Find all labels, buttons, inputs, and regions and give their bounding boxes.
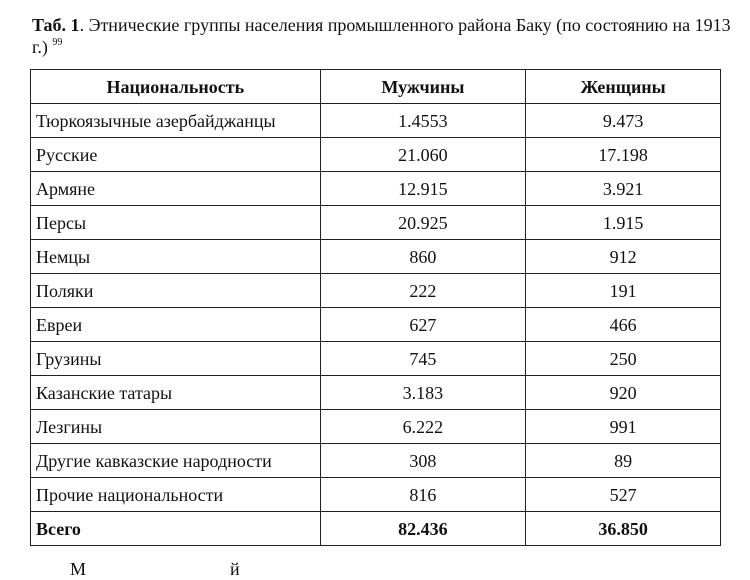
cell-women: 991 bbox=[526, 410, 721, 444]
cell-nationality: Лезгины bbox=[31, 410, 321, 444]
cut-off-text-line: М й bbox=[70, 559, 240, 579]
cell-men: 860 bbox=[320, 240, 526, 274]
cell-nationality: Тюркоязычные азербайджанцы bbox=[31, 104, 321, 138]
table-row bbox=[31, 206, 721, 240]
table-row bbox=[31, 376, 721, 410]
cell-nationality: Евреи bbox=[31, 308, 321, 342]
cell-women: 89 bbox=[526, 444, 721, 478]
cell-nationality: Немцы bbox=[31, 240, 321, 274]
cell-women: 17.198 bbox=[526, 138, 721, 172]
caption-text: . Этнические группы населения промышленного района Баку (по состоянию на 1913 г.) bbox=[32, 15, 731, 57]
cell-women: 466 bbox=[526, 308, 721, 342]
cell-men: 222 bbox=[320, 274, 526, 308]
cell-men: 745 bbox=[320, 342, 526, 376]
table-row bbox=[31, 444, 721, 478]
caption-label: Таб. 1 bbox=[32, 15, 80, 35]
table-caption bbox=[32, 14, 732, 58]
cell-women: 920 bbox=[526, 376, 721, 410]
table-row bbox=[31, 172, 721, 206]
cell-men: 3.183 bbox=[320, 376, 526, 410]
cell-nationality: Поляки bbox=[31, 274, 321, 308]
total-men: 82.436 bbox=[320, 512, 526, 546]
header-women: Женщины bbox=[526, 70, 721, 104]
table-row bbox=[31, 478, 721, 512]
total-women: 36.850 bbox=[526, 512, 721, 546]
table-row bbox=[31, 342, 721, 376]
table-row bbox=[31, 240, 721, 274]
table-row bbox=[31, 308, 721, 342]
cell-women: 527 bbox=[526, 478, 721, 512]
cell-nationality: Русские bbox=[31, 138, 321, 172]
cell-men: 21.060 bbox=[320, 138, 526, 172]
cell-men: 627 bbox=[320, 308, 526, 342]
cell-men: 1.4553 bbox=[320, 104, 526, 138]
cell-men: 308 bbox=[320, 444, 526, 478]
cell-nationality: Прочие национальности bbox=[31, 478, 321, 512]
cell-nationality: Другие кавказские народности bbox=[31, 444, 321, 478]
cell-women: 9.473 bbox=[526, 104, 721, 138]
header-row bbox=[31, 70, 721, 104]
footnote-marker: 99 bbox=[52, 37, 63, 48]
cell-nationality: Армяне bbox=[31, 172, 321, 206]
cell-nationality: Персы bbox=[31, 206, 321, 240]
cell-nationality: Грузины bbox=[31, 342, 321, 376]
total-row bbox=[31, 512, 721, 546]
cell-women: 3.921 bbox=[526, 172, 721, 206]
cell-men: 6.222 bbox=[320, 410, 526, 444]
cell-women: 191 bbox=[526, 274, 721, 308]
cell-nationality: Казанские татары bbox=[31, 376, 321, 410]
cell-men: 816 bbox=[320, 478, 526, 512]
ethnic-groups-table bbox=[30, 69, 721, 546]
table-row bbox=[31, 138, 721, 172]
cell-men: 20.925 bbox=[320, 206, 526, 240]
table-row bbox=[31, 274, 721, 308]
header-nationality: Национальность bbox=[31, 70, 321, 104]
cell-women: 1.915 bbox=[526, 206, 721, 240]
table-row bbox=[31, 410, 721, 444]
cell-men: 12.915 bbox=[320, 172, 526, 206]
header-men: Мужчины bbox=[320, 70, 526, 104]
cell-women: 250 bbox=[526, 342, 721, 376]
total-label: Всего bbox=[31, 512, 321, 546]
table-row bbox=[31, 104, 721, 138]
cell-women: 912 bbox=[526, 240, 721, 274]
